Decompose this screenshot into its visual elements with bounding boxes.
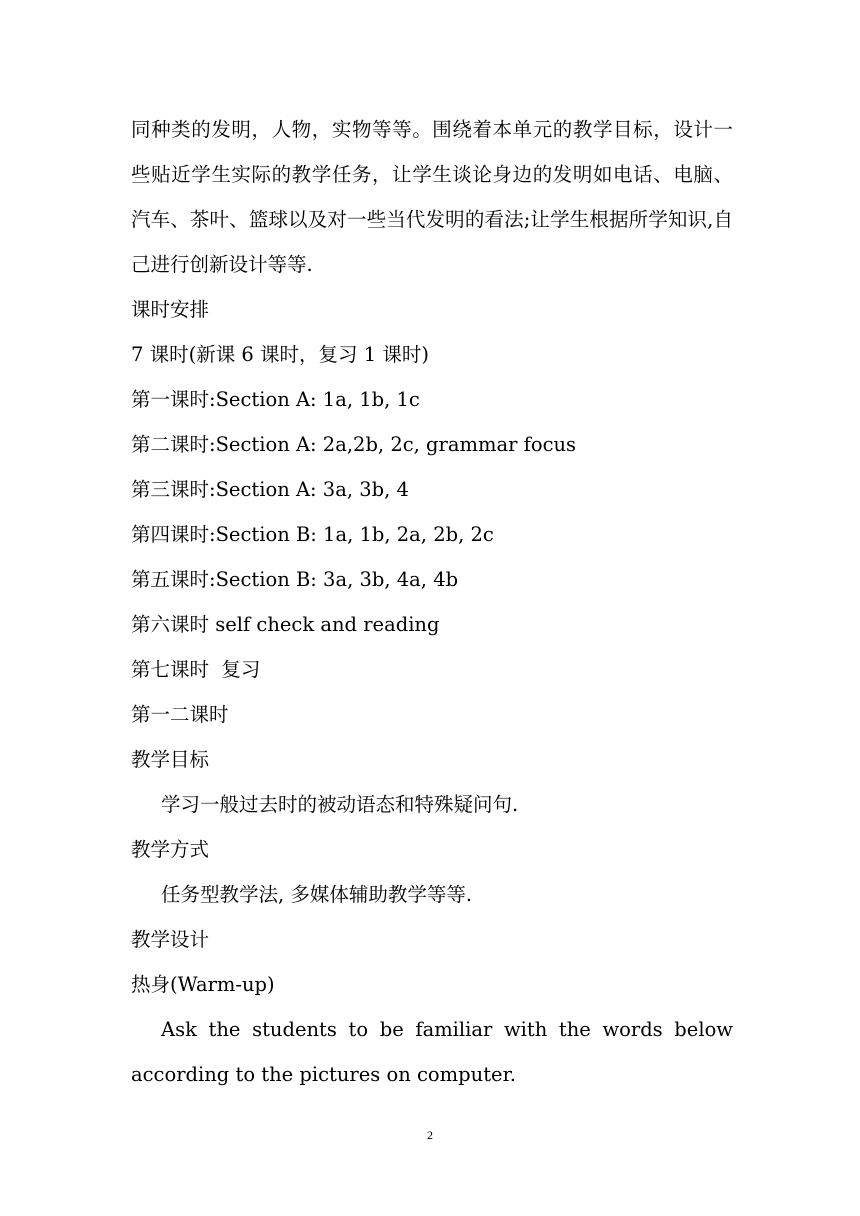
intro-paragraph: 同种类的发明，人物，实物等等。围绕着本单元的教学目标，设计一些贴近学生实际的教学任务，让学生谈论身边的发明如电话、电脑、汽车、茶叶、篮球以及对一些当代发明的看法;让学生根据所学知识,自己进行创新设计等等. [131,118,733,276]
objectives-text: 学习一般过去时的被动语态和特殊疑问句. [161,793,519,816]
design-heading: 教学设计 [131,928,210,951]
warmup-text: Ask the students to be familiar with the words below according to the pictures on computer. [131,1018,733,1086]
schedule-heading: 课时安排 [131,298,210,321]
lesson-item: 第五课时:Section B: 3a, 3b, 4a, 4b [131,568,459,591]
lesson-item: 第七课时 复习 [131,658,261,681]
warmup-heading: 热身(Warm-up) [131,973,275,996]
lesson-item: 第六课时 self check and reading [131,613,440,636]
page-number: 2 [427,1128,433,1142]
lesson-item: 第三课时:Section A: 3a, 3b, 4 [131,478,409,501]
section-title: 第一二课时 [131,703,229,726]
lesson-item: 第二课时:Section A: 2a,2b, 2c, grammar focus [131,433,577,456]
objectives-heading: 教学目标 [131,748,210,771]
schedule-total: 7 课时(新课 6 课时，复习 1 课时) [131,343,429,366]
method-heading: 教学方式 [131,838,210,861]
method-text: 任务型教学法, 多媒体辅助教学等等. [161,883,473,906]
lesson-item: 第一课时:Section A: 1a, 1b, 1c [131,388,420,411]
lesson-item: 第四课时:Section B: 1a, 1b, 2a, 2b, 2c [131,523,494,546]
